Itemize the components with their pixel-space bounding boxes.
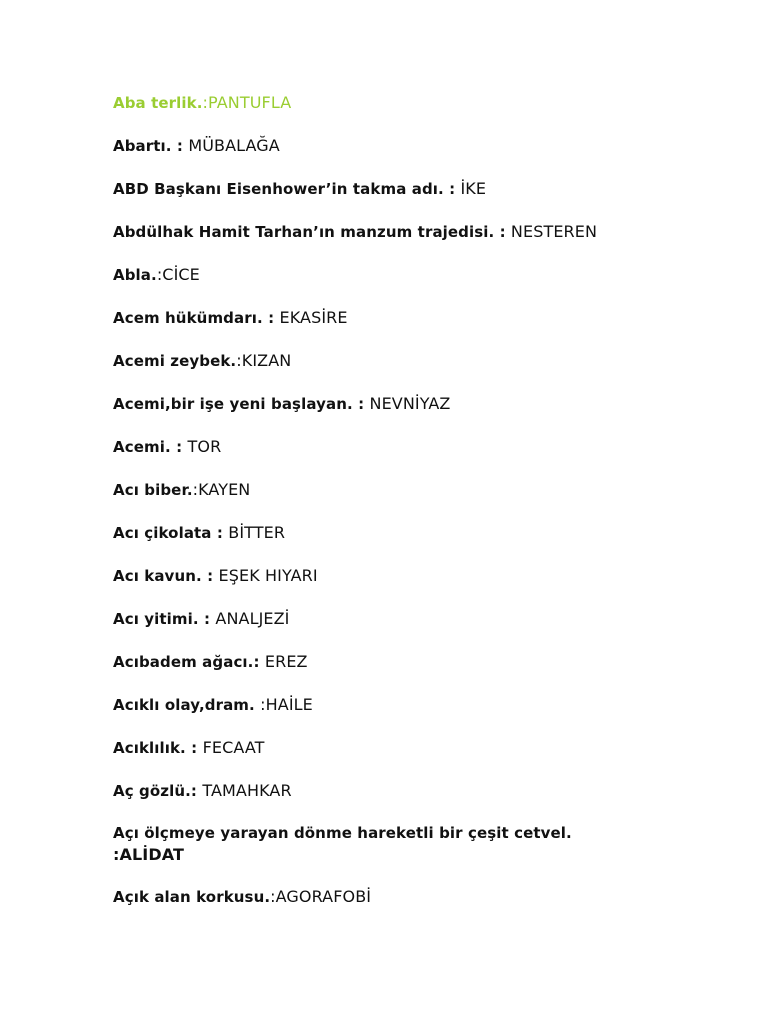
entry-term: Abla. xyxy=(113,266,157,284)
glossary-entry xyxy=(113,737,733,759)
entry-answer: EREZ xyxy=(264,652,308,671)
entry-answer: MÜBALAĞA xyxy=(188,136,280,155)
glossary-entry xyxy=(113,393,733,415)
entry-term: Acı biber. xyxy=(113,481,193,499)
entry-term: Acı çikolata : xyxy=(113,524,229,542)
glossary-entry xyxy=(113,221,733,243)
glossary-entry xyxy=(113,522,733,544)
entry-term: Acıklı olay,dram. xyxy=(113,696,261,714)
entry-answer: :KIZAN xyxy=(236,351,292,370)
entry-term: Aba terlik. xyxy=(113,94,203,112)
glossary-entry xyxy=(113,565,733,587)
entry-answer: ANALJEZİ xyxy=(215,609,290,628)
entry-answer: NESTEREN xyxy=(505,222,598,241)
glossary-entry xyxy=(113,307,733,329)
entry-term: Acıklılık. : xyxy=(113,739,203,757)
glossary-entry xyxy=(113,350,733,372)
entry-term: Aç gözlü.: xyxy=(113,782,203,800)
entry-term: Acıbadem ağacı.: xyxy=(113,653,265,671)
entry-answer: İKE xyxy=(455,179,487,198)
glossary-entry xyxy=(113,823,733,865)
entry-term: Acı kavun. : xyxy=(113,567,219,585)
glossary-entry xyxy=(113,780,733,802)
entry-answer: :ALİDAT xyxy=(113,845,184,864)
entry-answer: :HAİLE xyxy=(260,695,313,714)
glossary-entry xyxy=(113,651,733,673)
entry-term: Acemi zeybek. xyxy=(113,352,237,370)
glossary-entry xyxy=(113,436,733,458)
entry-answer: :CİCE xyxy=(156,265,200,284)
entry-answer: BİTTER xyxy=(228,523,286,542)
glossary-list xyxy=(113,92,733,929)
entry-term: Abartı. : xyxy=(113,137,189,155)
entry-answer: :PANTUFLA xyxy=(202,93,292,112)
entry-answer: NEVNİYAZ xyxy=(369,394,451,413)
entry-term: Acı yitimi. : xyxy=(113,610,216,628)
glossary-entry xyxy=(113,264,733,286)
entry-answer: EŞEK HIYARI xyxy=(218,566,318,585)
entry-term: ABD Başkanı Eisenhower’in takma adı. : xyxy=(113,180,456,198)
glossary-entry xyxy=(113,694,733,716)
entry-answer: EKASİRE xyxy=(279,308,348,327)
entry-term: Acemi. : xyxy=(113,438,188,456)
entry-answer: TOR xyxy=(187,437,222,456)
entry-answer: TAMAHKAR xyxy=(202,781,292,800)
glossary-entry xyxy=(113,92,733,114)
entry-term: Açık alan korkusu. xyxy=(113,888,271,906)
glossary-entry xyxy=(113,608,733,630)
glossary-entry xyxy=(113,886,733,908)
entry-term: Abdülhak Hamit Tarhan’ın manzum trajedisi. : xyxy=(113,223,506,241)
entry-term: Açı ölçmeye yarayan dönme hareketli bir çeşit cetvel. xyxy=(113,824,572,842)
entry-answer: :AGORAFOBİ xyxy=(270,887,372,906)
glossary-entry xyxy=(113,178,733,200)
entry-answer: :KAYEN xyxy=(192,480,251,499)
glossary-entry xyxy=(113,479,733,501)
entry-term: Acemi,bir işe yeni başlayan. : xyxy=(113,395,370,413)
glossary-entry xyxy=(113,135,733,157)
entry-answer: FECAAT xyxy=(202,738,265,757)
entry-term: Acem hükümdarı. : xyxy=(113,309,280,327)
